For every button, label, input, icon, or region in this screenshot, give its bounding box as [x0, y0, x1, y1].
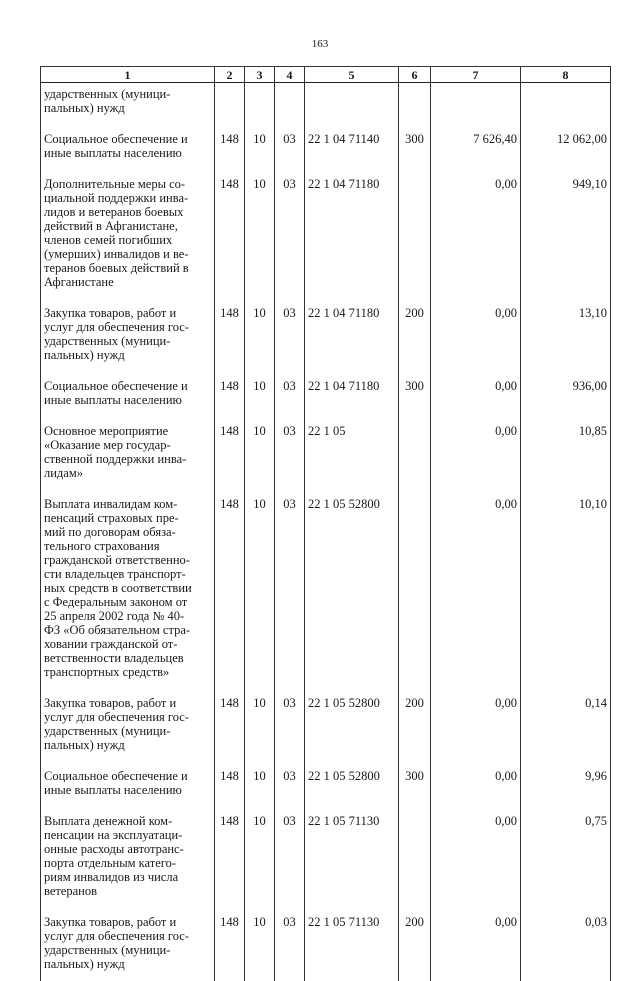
amount-col-7: 0,00 — [431, 372, 521, 417]
expense-type-code: 200 — [399, 689, 431, 762]
amount-col-8: 10,10 — [521, 490, 611, 689]
expense-type-code — [399, 83, 431, 126]
table-row — [41, 372, 611, 417]
subsection-code: 03 — [275, 490, 305, 689]
subsection-code: 03 — [275, 762, 305, 807]
header-col-2: 2 — [215, 67, 245, 83]
expense-type-code — [399, 807, 431, 908]
ministry-code: 148 — [215, 762, 245, 807]
amount-col-7: 0,00 — [431, 417, 521, 490]
subsection-code: 03 — [275, 689, 305, 762]
amount-col-8: 9,96 — [521, 762, 611, 807]
section-code: 10 — [245, 807, 275, 908]
table-header-row — [41, 67, 611, 83]
table-row — [41, 83, 611, 126]
ministry-code: 148 — [215, 807, 245, 908]
table-row — [41, 125, 611, 170]
amount-col-7: 7 626,40 — [431, 125, 521, 170]
header-col-5: 5 — [305, 67, 399, 83]
header-col-8: 8 — [521, 67, 611, 83]
section-code: 10 — [245, 372, 275, 417]
budget-item-name: Социальное обеспечение и иные выплаты населению — [41, 125, 215, 170]
header-col-7: 7 — [431, 67, 521, 83]
section-code: 10 — [245, 299, 275, 372]
ministry-code: 148 — [215, 490, 245, 689]
subsection-code: 03 — [275, 299, 305, 372]
table-row — [41, 762, 611, 807]
expense-type-code: 200 — [399, 299, 431, 372]
expense-type-code — [399, 490, 431, 689]
subsection-code — [275, 83, 305, 126]
amount-col-8: 0,14 — [521, 689, 611, 762]
section-code: 10 — [245, 908, 275, 981]
section-code: 10 — [245, 689, 275, 762]
budget-table — [40, 66, 611, 981]
expense-type-code: 300 — [399, 125, 431, 170]
amount-col-7: 0,00 — [431, 490, 521, 689]
budget-item-name: Закупка товаров, работ и услуг для обеспечения гос- ударственных (муници- пальных) нужд — [41, 299, 215, 372]
amount-col-8: 0,75 — [521, 807, 611, 908]
target-article-code: 22 1 04 71180 — [305, 170, 399, 299]
budget-item-name: Выплата денежной ком- пенсации на эксплуатаци- онные расходы автотранс- порта отдельным катего- риям инвалидов из числа ветеранов — [41, 807, 215, 908]
section-code — [245, 83, 275, 126]
target-article-code: 22 1 04 71180 — [305, 372, 399, 417]
table-row — [41, 417, 611, 490]
target-article-code: 22 1 05 52800 — [305, 689, 399, 762]
section-code: 10 — [245, 125, 275, 170]
budget-item-name: Закупка товаров, работ и услуг для обеспечения гос- ударственных (муници- пальных) нужд — [41, 689, 215, 762]
page-number: 163 — [311, 38, 329, 50]
ministry-code: 148 — [215, 125, 245, 170]
table-row — [41, 908, 611, 981]
expense-type-code: 300 — [399, 762, 431, 807]
budget-item-name: Закупка товаров, работ и услуг для обеспечения гос- ударственных (муници- пальных) нужд — [41, 908, 215, 981]
subsection-code: 03 — [275, 170, 305, 299]
section-code: 10 — [245, 417, 275, 490]
table-row — [41, 299, 611, 372]
target-article-code: 22 1 05 52800 — [305, 762, 399, 807]
header-col-1: 1 — [41, 67, 215, 83]
budget-item-name: Социальное обеспечение и иные выплаты населению — [41, 762, 215, 807]
subsection-code: 03 — [275, 372, 305, 417]
section-code: 10 — [245, 762, 275, 807]
amount-col-7: 0,00 — [431, 762, 521, 807]
ministry-code: 148 — [215, 908, 245, 981]
amount-col-7: 0,00 — [431, 170, 521, 299]
header-col-4: 4 — [275, 67, 305, 83]
section-code: 10 — [245, 170, 275, 299]
ministry-code: 148 — [215, 372, 245, 417]
header-col-3: 3 — [245, 67, 275, 83]
subsection-code: 03 — [275, 417, 305, 490]
budget-item-name: Основное мероприятие «Оказание мер государ- ственной поддержки инва- лидам» — [41, 417, 215, 490]
target-article-code: 22 1 05 — [305, 417, 399, 490]
budget-item-name: ударственных (муници- пальных) нужд — [41, 83, 215, 126]
ministry-code: 148 — [215, 689, 245, 762]
amount-col-7 — [431, 83, 521, 126]
table-row — [41, 689, 611, 762]
amount-col-8: 13,10 — [521, 299, 611, 372]
expense-type-code: 200 — [399, 908, 431, 981]
target-article-code: 22 1 05 71130 — [305, 807, 399, 908]
section-code: 10 — [245, 490, 275, 689]
budget-item-name: Выплата инвалидам ком- пенсаций страховых пре- мий по договорам обяза- тельного страхования гражданской ответственно- сти владельцев транспорт- ных средств в соответствии с Федеральным законом от 25 апреля 2002 года № 40- ФЗ «Об обязательном стра- ховании гражданской от- ветственности владельцев транспортных средств» — [41, 490, 215, 689]
target-article-code — [305, 83, 399, 126]
ministry-code — [215, 83, 245, 126]
table-row — [41, 170, 611, 299]
table-row — [41, 807, 611, 908]
target-article-code: 22 1 04 71180 — [305, 299, 399, 372]
amount-col-8: 10,85 — [521, 417, 611, 490]
target-article-code: 22 1 04 71140 — [305, 125, 399, 170]
budget-item-name: Дополнительные меры со- циальной поддержки инва- лидов и ветеранов боевых действий в Афганистане, членов семей погибших (умерших) инвалидов и ве- теранов боевых действий в Афганистане — [41, 170, 215, 299]
expense-type-code: 300 — [399, 372, 431, 417]
expense-type-code — [399, 417, 431, 490]
amount-col-7: 0,00 — [431, 689, 521, 762]
subsection-code: 03 — [275, 908, 305, 981]
table-row — [41, 490, 611, 689]
header-col-6: 6 — [399, 67, 431, 83]
amount-col-7: 0,00 — [431, 908, 521, 981]
budget-item-name: Социальное обеспечение и иные выплаты населению — [41, 372, 215, 417]
subsection-code: 03 — [275, 807, 305, 908]
amount-col-8: 949,10 — [521, 170, 611, 299]
ministry-code: 148 — [215, 417, 245, 490]
amount-col-8: 936,00 — [521, 372, 611, 417]
amount-col-8 — [521, 83, 611, 126]
amount-col-8: 0,03 — [521, 908, 611, 981]
amount-col-7: 0,00 — [431, 807, 521, 908]
target-article-code: 22 1 05 71130 — [305, 908, 399, 981]
subsection-code: 03 — [275, 125, 305, 170]
expense-type-code — [399, 170, 431, 299]
ministry-code: 148 — [215, 170, 245, 299]
ministry-code: 148 — [215, 299, 245, 372]
amount-col-8: 12 062,00 — [521, 125, 611, 170]
amount-col-7: 0,00 — [431, 299, 521, 372]
target-article-code: 22 1 05 52800 — [305, 490, 399, 689]
